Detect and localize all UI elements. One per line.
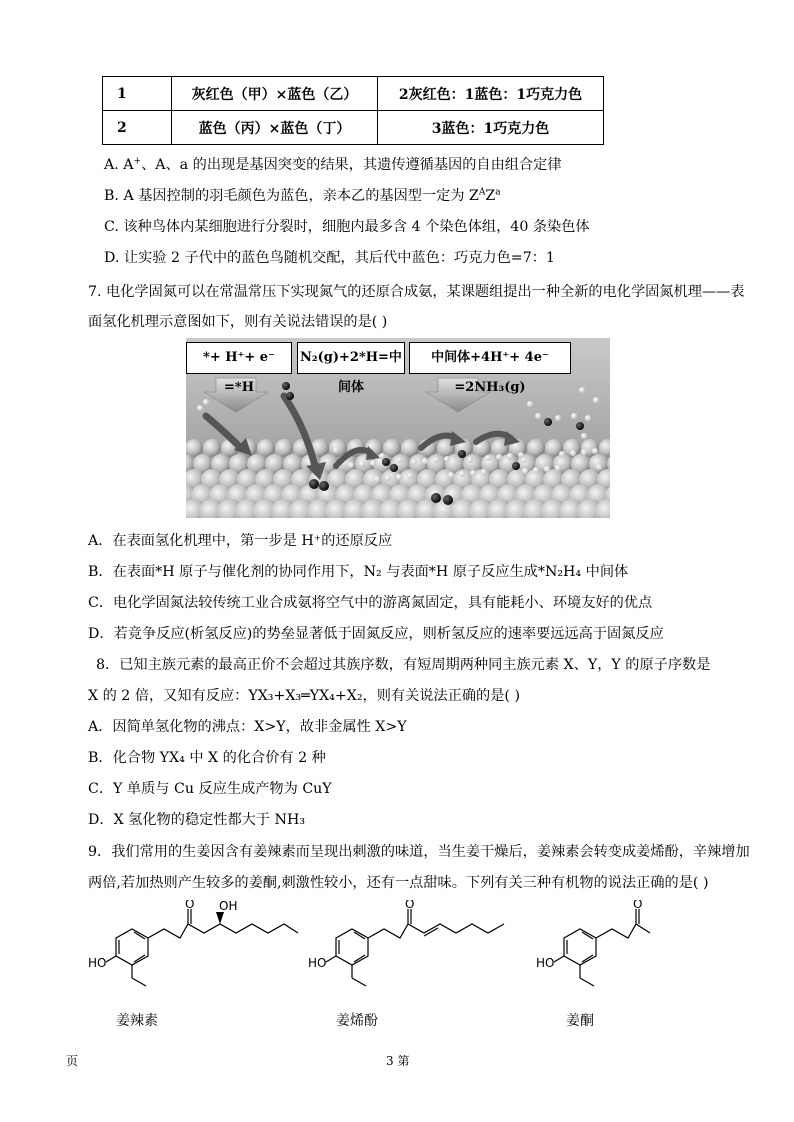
adsorbed-h-atom [485,455,491,461]
catalyst-atom [401,439,419,457]
q6-option-c: C. 该种鸟体内某细胞进行分裂时，细胞内最多含 4 个染色体组，40 条染色体 [104,219,590,235]
gingerol-oh-label: OH [219,900,238,913]
adsorbed-h-atom [385,475,391,481]
catalyst-atom [275,439,293,457]
q8-option-a: A．因简单氢化物的沸点：X>Y，故非金属性 X>Y [88,719,407,735]
table-cell-no: 2 [103,111,172,145]
adsorbed-h-atom [444,456,450,462]
table-cell-no: 1 [103,77,172,111]
adsorbed-h-atom [555,465,561,471]
q9-stem-line2: 两倍,若加热则产生较多的姜酮,刺激性较小，还有一点甜味。下列有关三种有机物的说法正确的是( ) [88,875,709,891]
adsorbed-h-atom [481,469,487,475]
gingerol-name: 姜辣素 [116,1013,158,1029]
adsorbed-h-atom [518,452,524,458]
q6-option-a: A. A+、A、a 的出现是基因突变的结果，其遗传遵循基因的自由组合定律 [104,156,562,173]
table-cell-result: 2灰红色：1蓝色：1巧克力色 [378,77,604,111]
adsorbed-h-atom [496,454,502,460]
q7-option-a: A．在表面氢化机理中，第一步是 H⁺的还原反应 [88,533,393,549]
adsorbed-h-atom [348,462,354,468]
adsorbed-h-atom [396,474,402,480]
table-cell-result: 3蓝色：1巧克力色 [378,111,604,145]
q8-option-c: C．Y 单质与 Cu 反应生成产物为 CuY [88,781,332,797]
zingerone-structure [536,900,666,1000]
catalyst-atom [527,439,545,457]
equation-box-2: N₂(g)+2*H=中间体 [297,342,405,374]
shogaol-name: 姜烯酚 [336,1013,378,1029]
adsorbed-h-atom [433,457,439,463]
adsorbed-h-atom [544,466,550,472]
adsorbed-h-atom [459,471,465,477]
zingerone-o-label: O [633,900,643,911]
q6-option-b: B. A 基因控制的羽毛颜色为蓝色，亲本乙的基因型一定为 $Z^AZ^a$ [104,187,501,204]
adsorbed-h-atom [522,468,528,474]
shogaol-structure [308,900,518,1000]
shogaol-o-label: O [405,900,415,911]
adsorbed-h-atom [581,449,587,455]
adsorbed-h-atom [533,467,539,473]
table-row [103,77,604,111]
q6-option-d: D. 让实验 2 子代中的蓝色鸟随机交配，其后代中蓝色：巧克力色=7：1 [104,250,555,266]
adsorbed-h-atom [422,458,428,464]
q7-option-b: B．在表面*H 原子与催化剂的协同作用下，N₂ 与表面*H 原子反应生成*N₂H₄ 中间体 [88,564,629,580]
equation-box-1: *+ H⁺+ e⁻ =*H [186,342,292,374]
adsorbed-h-atom [592,448,598,454]
adsorbed-h-atom [374,476,380,482]
gingerol-o-label: O [185,900,195,911]
adsorbed-h-atom [407,473,413,479]
cross-results-table [102,76,604,145]
adsorbed-h-atom [596,464,602,470]
q7-option-d: D．若竞争反应(析氢反应)的势垒显著低于固氮反应，则析氢反应的速率要远远高于固氮反应 [88,626,664,642]
adsorbed-h-atom [559,451,565,457]
q8-option-d: D．X 氢化物的稳定性都大于 NH₃ [88,812,306,828]
adsorbed-h-atom [570,450,576,456]
q7-option-c: C．电化学固氮法较传统工业合成氨将空气中的游离氮固定，具有能耗小、环境友好的优点 [88,595,653,611]
adsorbed-h-atom [470,470,476,476]
table-cell-cross: 灰红色（甲）×蓝色（乙） [172,77,378,111]
table-cell-cross: 蓝色（丙）×蓝色（丁） [172,111,378,145]
q8-stem-line2: X 的 2 倍，又知有反应：YX₃+X₃═YX₄+X₂，则有关说法正确的是( ) [88,688,520,704]
q8-stem-line1: 8．已知主族元素的最高正价不会超过其族序数，有短周期两种同主族元素 X、Y，Y 的原子序数是 [96,657,711,673]
adsorbed-h-atom [507,453,513,459]
catalyst-atom [257,439,275,457]
catalyst-atom [203,439,221,457]
q7-stem-line2: 面氢化机理示意图如下，则有关说法错误的是( ) [88,314,388,330]
adsorbed-h-atom [333,447,339,453]
q7-stem-line1: 7. 电化学固氮可以在常温常压下实现氮气的还原合成氨，某课题组提出一种全新的电化学固氮机理——表 [88,284,745,300]
gingerol-structure [88,900,308,1000]
adsorbed-h-atom [411,459,417,465]
zingerone-ho-label: HO [536,956,555,970]
adsorbed-h-atom [448,472,454,478]
gingerol-ho-label: HO [88,956,107,970]
shogaol-ho-label: HO [308,956,327,970]
table-row [103,111,604,145]
catalyst-atom [383,439,401,457]
footer-page-number: 3 第 [386,1054,410,1068]
q8-option-b: B．化合物 YX₄ 中 X 的化合价有 2 种 [88,750,326,766]
adsorbed-h-atom [359,461,365,467]
q9-stem-line1: 9．我们常用的生姜因含有姜辣素而呈现出刺激的味道，当生姜干燥后，姜辣素会转变成姜烯酚，辛辣增加 [88,844,750,860]
zingerone-name: 姜酮 [566,1013,594,1029]
footer-page-left: 页 [66,1054,79,1068]
adsorbed-h-atom [370,460,376,466]
equation-box-3: 中间体+4H⁺+ 4e⁻ =2NH₃(g) [409,342,571,374]
